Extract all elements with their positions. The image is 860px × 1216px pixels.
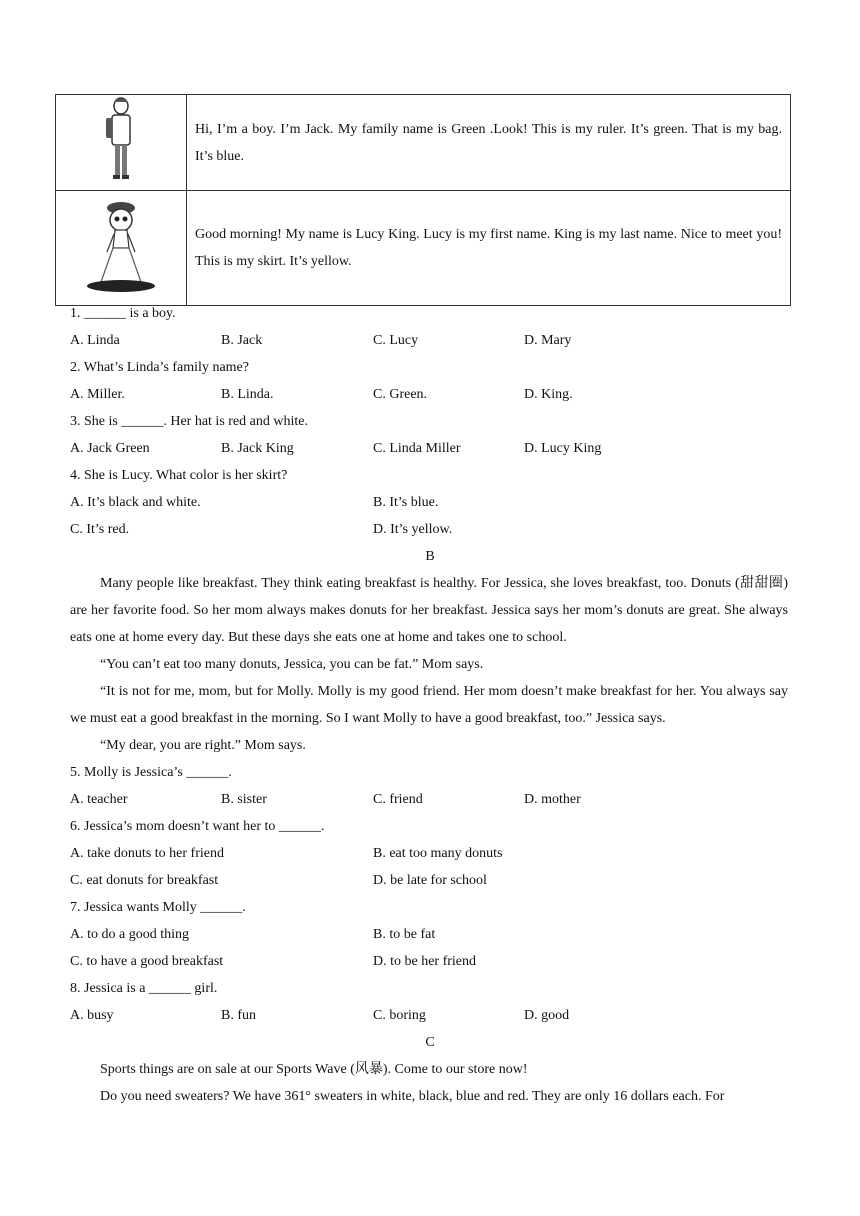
passage-b-paragraph-1: Many people like breakfast. They think eating breakfast is healthy. For Jessica, she loves breakfast, too. Donuts (甜甜圈) are her favorite food. So her mom always makes donuts for her breakfast. Jessica says her mom’s donuts are great. She always eats one at home every day. But these days she eats one at home and takes one to school.	[70, 576, 788, 645]
question-2-stem: 2. What’s Linda’s family name?	[70, 360, 249, 375]
boy-illustration	[101, 96, 141, 184]
table-row	[56, 95, 791, 191]
question-1-option-c: C. Lucy	[373, 333, 419, 348]
question-2-option-d: D. King.	[524, 387, 573, 402]
question-4-option-a: A. It’s black and white.	[70, 495, 201, 510]
question-1-option-d: D. Mary	[524, 333, 572, 348]
question-5-option-c: C. friend	[373, 792, 423, 807]
question-1-option-b: B. Jack	[221, 333, 263, 348]
question-5-option-d: D. mother	[524, 792, 581, 807]
section-b-heading: B	[425, 549, 435, 564]
question-3-option-d: D. Lucy King	[524, 441, 602, 456]
question-6-option-a: A. take donuts to her friend	[70, 846, 224, 861]
passage-b-paragraph-3: “It is not for me, mom, but for Molly. Molly is my good friend. Her mom doesn’t make breakfast for her. You always say we must eat a good breakfast in the morning. So I want Molly to have a good breakfast, too.” Jessica says.	[70, 684, 788, 726]
question-8-stem: 8. Jessica is a ______ girl.	[70, 981, 218, 996]
question-4-option-d: D. It’s yellow.	[373, 522, 453, 537]
question-8-option-a: A. busy	[70, 1008, 114, 1023]
question-7-option-b: B. to be fat	[373, 927, 436, 942]
question-7-option-a: A. to do a good thing	[70, 927, 189, 942]
question-7-option-c: C. to have a good breakfast	[70, 954, 224, 969]
question-6-stem: 6. Jessica’s mom doesn’t want her to ______.	[70, 819, 325, 834]
question-3-stem: 3. She is ______. Her hat is red and white.	[70, 414, 308, 429]
question-4-stem: 4. She is Lucy. What color is her skirt?	[70, 468, 288, 483]
question-3-option-c: C. Linda Miller	[373, 441, 461, 456]
question-5-option-b: B. sister	[221, 792, 267, 807]
passage-b-paragraph-2: “You can’t eat too many donuts, Jessica, you can be fat.” Mom says.	[100, 657, 484, 672]
question-4-option-b: B. It’s blue.	[373, 495, 439, 510]
question-1-option-a: A. Linda	[70, 333, 120, 348]
question-6-option-d: D. be late for school	[373, 873, 487, 888]
question-8-option-b: B. fun	[221, 1008, 256, 1023]
passage-c-paragraph-1: Sports things are on sale at our Sports Wave (风暴). Come to our store now!	[100, 1062, 528, 1077]
question-6-option-b: B. eat too many donuts	[373, 846, 503, 861]
question-1-stem: 1. ______ is a boy.	[70, 306, 176, 321]
boy-intro-text: Hi, I’m a boy. I’m Jack. My family name is Green .Look! This is my ruler. It’s green. That is my bag. It’s blue.	[187, 95, 791, 191]
question-4-option-c: C. It’s red.	[70, 522, 130, 537]
question-6-option-c: C. eat donuts for breakfast	[70, 873, 219, 888]
question-8-option-d: D. good	[524, 1008, 570, 1023]
passage-c-paragraph-2: Do you need sweaters? We have 361° sweaters in white, black, blue and red. They are only 16 dollars each. For	[100, 1089, 725, 1104]
girl-intro-text: Good morning! My name is Lucy King. Lucy is my first name. King is my last name. Nice to meet you! This is my skirt. It’s yellow.	[187, 191, 791, 306]
girl-illustration	[81, 196, 161, 296]
section-c-heading: C	[425, 1035, 435, 1050]
girl-picture-cell	[56, 191, 187, 306]
question-5-stem: 5. Molly is Jessica’s ______.	[70, 765, 232, 780]
question-3-option-b: B. Jack King	[221, 441, 294, 456]
table-row	[56, 191, 791, 306]
boy-picture-cell	[56, 95, 187, 191]
question-2-option-a: A. Miller.	[70, 387, 125, 402]
question-7-stem: 7. Jessica wants Molly ______.	[70, 900, 246, 915]
question-8-option-c: C. boring	[373, 1008, 426, 1023]
question-2-option-b: B. Linda.	[221, 387, 274, 402]
question-2-option-c: C. Green.	[373, 387, 428, 402]
character-intro-table	[55, 94, 791, 306]
passage-b-paragraph-4: “My dear, you are right.” Mom says.	[100, 738, 306, 753]
question-3-option-a: A. Jack Green	[70, 441, 150, 456]
question-7-option-d: D. to be her friend	[373, 954, 477, 969]
question-5-option-a: A. teacher	[70, 792, 128, 807]
